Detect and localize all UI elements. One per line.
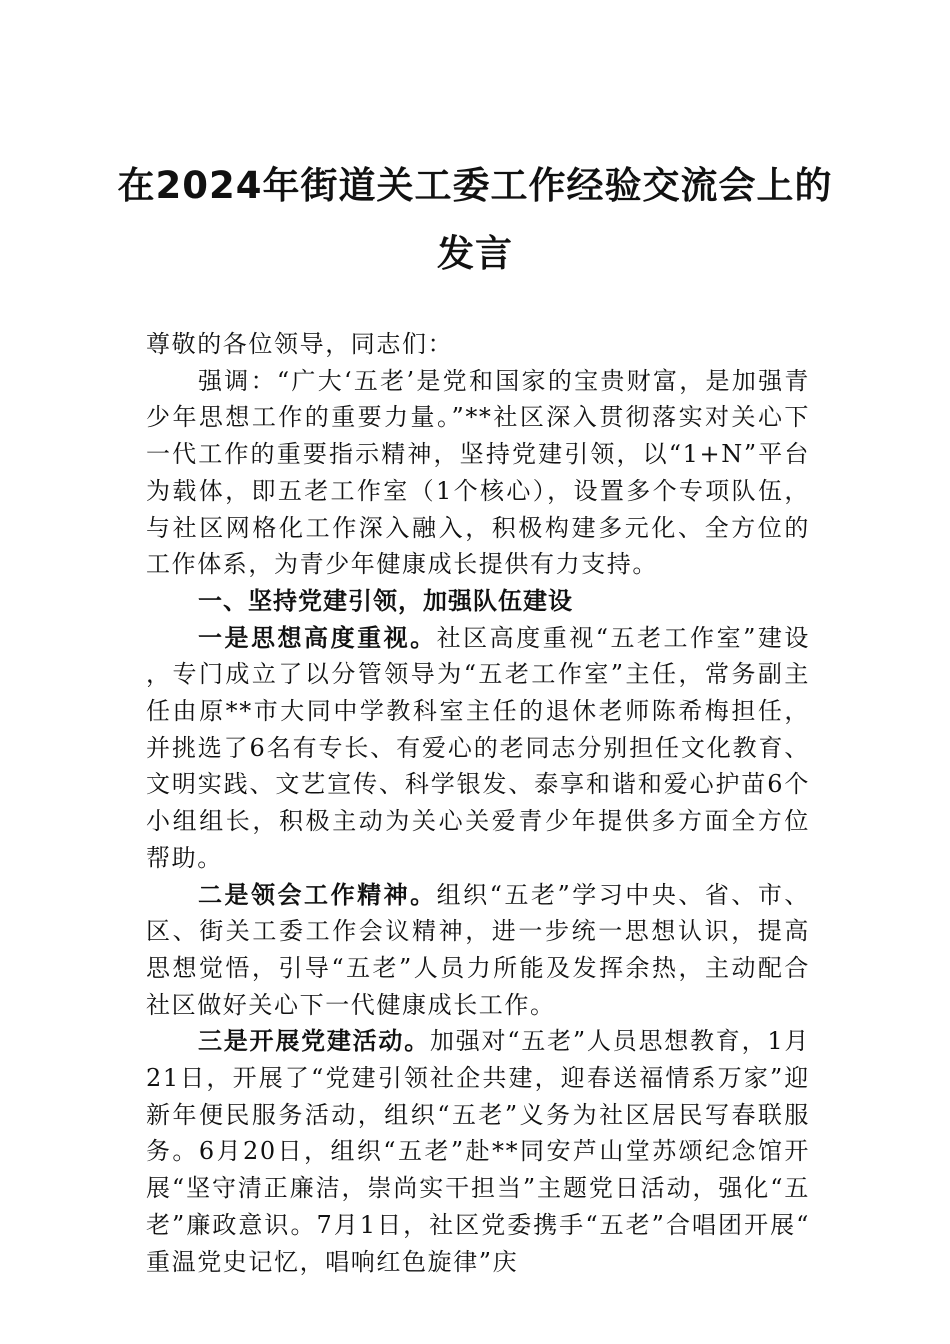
item-lead: 二是领会工作精神。 <box>198 879 437 909</box>
intro-paragraph <box>146 363 810 583</box>
item-text: 社区高度重视“五老工作室”建设，专门成立了以分管领导为“五老工作室”主任，常务副主任由原**市大同中学教科室主任的退休老师陈希梅担任，并挑选了6名有专长、有爱心的老同志分别担任文化教育、文明实践、文艺宣传、科学银发、泰享和谐和爱心护苗6个小组组长，积极主动为关心关爱青少年提供多方面全方位帮助。 <box>146 623 810 872</box>
section-item-3 <box>146 1023 810 1280</box>
item-lead: 三是开展党建活动。 <box>198 1026 430 1056</box>
section-item-2 <box>146 877 810 1024</box>
document-title-line1: 在2024年街道关工委工作经验交流会上的 <box>117 164 833 207</box>
paragraph-text: 强调：“广大‘五老’是党和国家的宝贵财富，是加强青少年思想工作的重要力量。”**社区深入贯彻落实对关心下一代工作的重要指示精神，坚持党建引领，以“1+N”平台为载体，即五老工作室（1个核心），设置多个专项队伍，与社区网格化工作深入融入，积极构建多元化、全方位的工作体系，为青少年健康成长提供有力支持。 <box>146 366 810 579</box>
document-body <box>146 326 810 1280</box>
section-heading-1: 一、坚持党建引领，加强队伍建设 <box>198 586 573 615</box>
salutation: 尊敬的各位领导，同志们： <box>146 330 454 358</box>
item-lead: 一是思想高度重视。 <box>198 622 437 652</box>
section-item-1 <box>146 620 810 877</box>
document-title-line2: 发言 <box>437 232 513 275</box>
item-text: 组织“五老”学习中央、省、市、区、街关工委工作会议精神，进一步统一思想认识，提高思想觉悟，引导“五老”人员力所能及发挥余热，主动配合社区做好关心下一代健康成长工作。 <box>146 880 810 1019</box>
item-text: 加强对“五老”人员思想教育，1月21日，开展了“党建引领社企共建，迎春送福情系万家”迎新年便民服务活动，组织“五老”义务为社区居民写春联服务。6月20日，组织“五老”赴**同安芦山堂苏颂纪念馆开展“坚守清正廉洁，崇尚实干担当”主题党日活动，强化“五老”廉政意识。7月1日，社区党委携手“五老”合唱团开展“重温党史记忆，唱响红色旋律”庆 <box>146 1027 810 1276</box>
